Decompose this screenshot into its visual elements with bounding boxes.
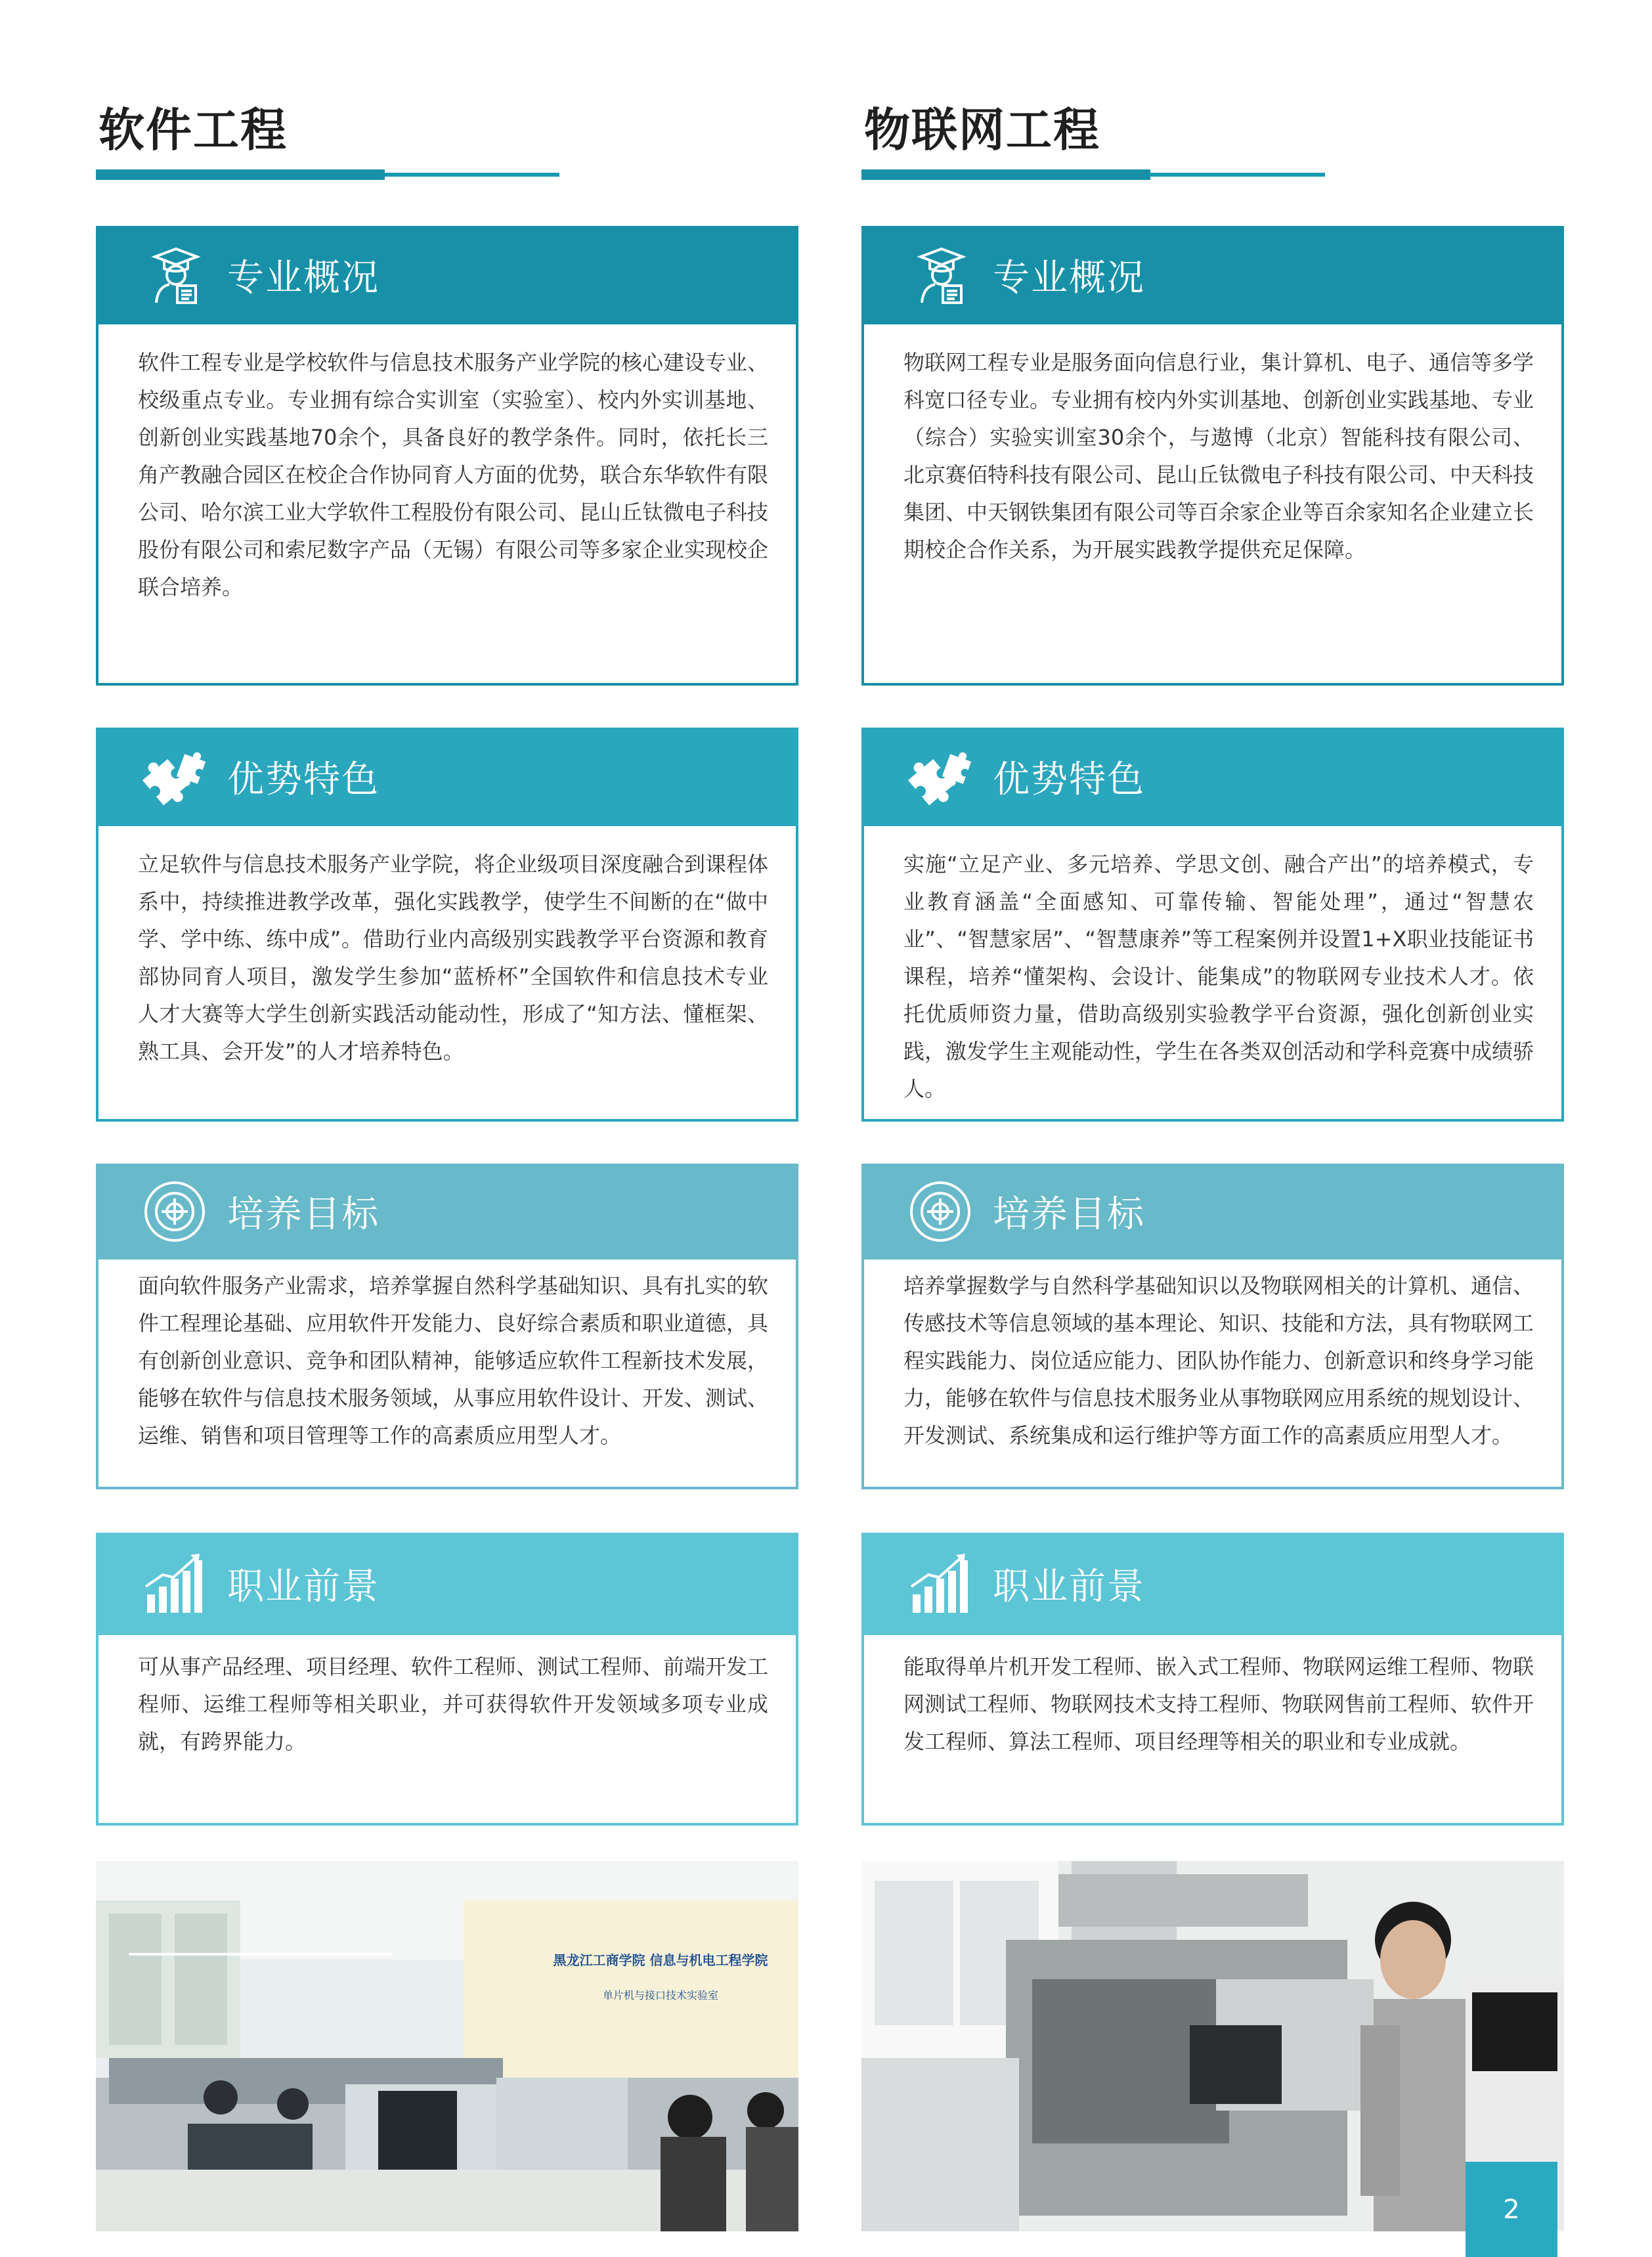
graduate-icon <box>901 236 980 315</box>
goals-card <box>861 1164 1564 1489</box>
card-header <box>861 1164 1564 1260</box>
card-header <box>96 1164 798 1260</box>
card-text: 可从事产品经理、项目经理、软件工程师、测试工程师、前端开发工程师、运维工程师等相关职业，并可获得软件开发领域多项专业成就，有跨界能力。 <box>138 1654 769 1754</box>
card-header <box>861 1533 1564 1635</box>
title-underline-accent <box>861 169 1150 180</box>
card-heading: 培养目标 <box>227 1193 380 1236</box>
card-text: 面向软件服务产业需求，培养掌握自然科学基础知识、具有扎实的软件工程理论基础、应用软件开发能力、良好综合素质和职业道德，具有创新创业意识、竞争和团队精神，能够适应软件工程新技术发展，能够在软件与信息技术服务领域，从事应用软件设计、开发、测试、运维、销售和项目管理等工作的高素质应用型人才。 <box>138 1273 769 1448</box>
bar-chart-icon <box>901 1545 980 1623</box>
lab-photo <box>861 1861 1564 2231</box>
card-heading: 优势特色 <box>993 758 1145 801</box>
target-icon <box>135 1172 214 1251</box>
puzzle-icon <box>901 737 980 816</box>
puzzle-icon <box>135 737 214 816</box>
card-heading: 专业概况 <box>993 257 1145 299</box>
overview-card <box>861 226 1564 686</box>
card-heading: 优势特色 <box>227 758 380 801</box>
sign-line-2: 单片机与接口技术实验室 <box>602 1989 718 2002</box>
card-header <box>861 728 1564 826</box>
card-text: 培养掌握数学与自然科学基础知识以及物联网相关的计算机、通信、传感技术等信息领域的基本理论、知识、技能和方法，具有物联网工程实践能力、岗位适应能力、团队协作能力、创新意识和终身学习能力，能够在软件与信息技术服务业从事物联网应用系统的规划设计、开发测试、系统集成和运行维护等方面工作的高素质应用型人才。 <box>903 1273 1534 1448</box>
career-card <box>96 1533 798 1826</box>
title-underline-accent <box>96 169 385 180</box>
card-header <box>96 226 798 324</box>
card-text: 软件工程专业是学校软件与信息技术服务产业学院的核心建设专业、校级重点专业。专业拥有综合实训室（实验室）、校内外实训基地、创新创业实践基地70余个，具备良好的教学条件。同时，依托长三角产教融合园区在校企合作协同育人方面的优势，联合东华软件有限公司、哈尔滨工业大学软件工程股份有限公司、昆山丘钛微电子科技股份有限公司和索尼数字产品（无锡）有限公司等多家企业实现校企联合培养。 <box>138 350 769 600</box>
advantages-card <box>96 728 798 1122</box>
card-header <box>861 226 1564 324</box>
card-header <box>96 728 798 826</box>
page-number: 2 <box>1466 2162 1557 2257</box>
card-heading: 职业前景 <box>227 1566 380 1608</box>
card-text: 物联网工程专业是服务面向信息行业，集计算机、电子、通信等多学科宽口径专业。专业拥有校内外实训基地、创新创业实践基地、专业（综合）实验实训室30余个，与遨博（北京）智能科技有限公司、北京赛佰特科技有限公司、昆山丘钛微电子科技有限公司、中天科技集团、中天钢铁集团有限公司等百余家企业等百余家知名企业建立长期校企合作关系，为开展实践教学提供充足保障。 <box>903 350 1534 562</box>
overview-card <box>96 226 798 686</box>
column-title: 物联网工程 <box>864 103 1100 157</box>
sign-line-1: 黑龙江工商学院 信息与机电工程学院 <box>553 1952 768 1968</box>
card-text: 能取得单片机开发工程师、嵌入式工程师、物联网运维工程师、物联网测试工程师、物联网技术支持工程师、物联网售前工程师、软件开发工程师、算法工程师、项目经理等相关的职业和专业成就。 <box>903 1654 1534 1754</box>
graduate-icon <box>135 236 214 315</box>
column-title: 软件工程 <box>98 103 288 157</box>
bar-chart-icon <box>135 1545 214 1623</box>
advantages-card <box>861 728 1564 1122</box>
career-card <box>861 1533 1564 1826</box>
card-text: 立足软件与信息技术服务产业学院，将企业级项目深度融合到课程体系中，持续推进教学改革，强化实践教学，使学生不间断的在“做中学、学中练、练中成”。借助行业内高级别实践教学平台资源和教育部协同育人项目，激发学生参加“蓝桥杯”全国软件和信息技术专业人才大赛等大学生创新实践活动能动性，形成了“知方法、懂框架、熟工具、会开发”的人才培养特色。 <box>138 852 769 1064</box>
card-heading: 职业前景 <box>993 1566 1145 1608</box>
card-heading: 专业概况 <box>227 257 380 299</box>
card-header <box>96 1533 798 1635</box>
lab-photo <box>96 1861 798 2231</box>
card-heading: 培养目标 <box>993 1193 1145 1236</box>
lab-sign <box>536 1950 785 2002</box>
goals-card <box>96 1164 798 1489</box>
card-text: 实施“立足产业、多元培养、学思文创、融合产出”的培养模式，专业教育涵盖“全面感知、可靠传输、智能处理”，通过“智慧农业”、“智慧家居”、“智慧康养”等工程案例并设置1+X职业技能证书课程，培养“懂架构、会设计、能集成”的物联网专业技术人才。依托优质师资力量，借助高级别实验教学平台资源，强化创新创业实践，激发学生主观能动性，学生在各类双创活动和学科竞赛中成绩骄人。 <box>903 852 1534 1101</box>
target-icon <box>901 1172 980 1251</box>
